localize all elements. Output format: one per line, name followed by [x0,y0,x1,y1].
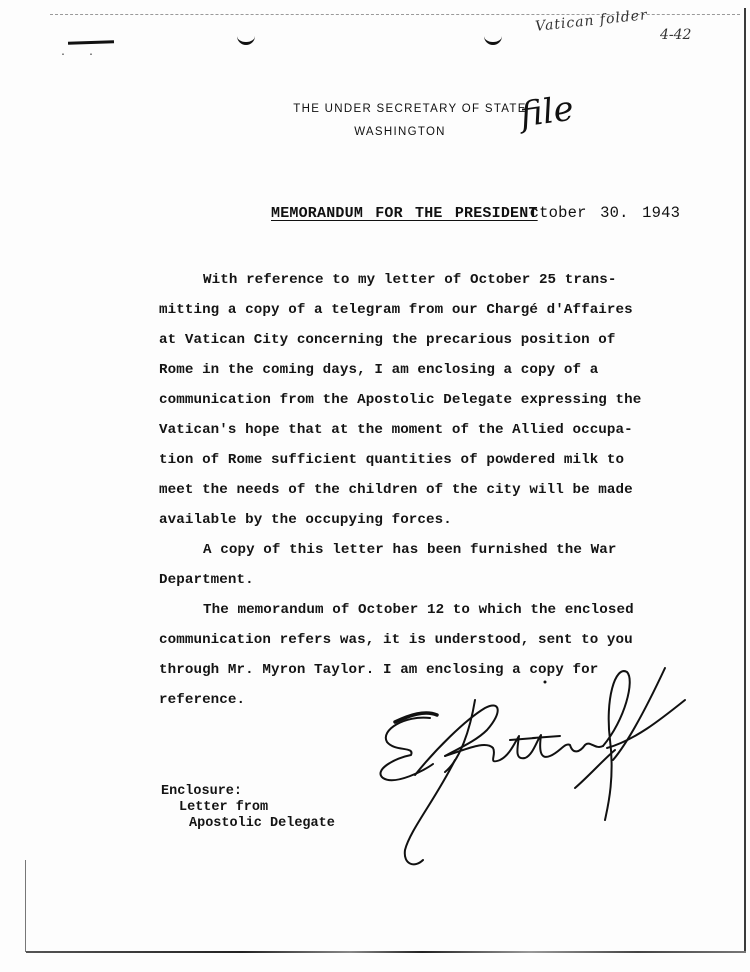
page-edge-bottom [26,951,746,953]
letterhead-city: WASHINGTON [354,126,446,138]
binder-hole-mark [484,34,502,45]
body-line: Vatican's hope that at the moment of the Allied occupa- [159,422,633,438]
body-line: meet the needs of the children of the city will be made [159,482,633,498]
body-line: tion of Rome sufficient quantities of powdered milk to [159,452,625,468]
letterhead [270,98,570,144]
body-line: through Mr. Myron Taylor. I am enclosing a copy for [159,662,599,678]
body-line: Rome in the coming days, I am enclosing a copy of a [159,362,599,378]
body-line: available by the occupying forces. [159,512,452,528]
body-line: communication from the Apostolic Delegate expressing the [159,392,642,408]
signature [375,660,715,870]
body-line: The memorandum of October 12 to which the enclosed [203,602,634,618]
enclosure-note [161,784,335,832]
enclosure-label: Enclosure: [161,784,243,799]
body-line: mitting a copy of a telegram from our Chargé d'Affaires [159,302,633,318]
binder-hole-mark [237,34,255,45]
body-line: With reference to my letter of October 25 trans- [203,272,617,288]
stray-marks: · · [60,50,103,61]
memo-body [159,265,679,715]
page-edge-left [25,860,26,952]
enclosure-line: Apostolic Delegate [189,816,335,831]
pen-mark [68,40,114,45]
handwritten-file-mark: file [517,88,577,136]
letterhead-office: THE UNDER SECRETARY OF STATE [293,103,527,115]
page-edge-right [744,8,746,953]
memo-heading [271,204,680,222]
body-line: Department. [159,572,254,588]
handwritten-folder-note: Vatican folder [534,7,649,35]
handwritten-folder-number: 4-42 [660,27,692,43]
memo-date: ctober 30. 1943 [529,204,681,222]
body-line: at Vatican City concerning the precarious position of [159,332,616,348]
body-line: A copy of this letter has been furnished the War [203,542,617,558]
body-line: reference. [159,692,246,708]
body-line: communication refers was, it is understood, sent to you [159,632,633,648]
enclosure-line: Letter from [179,800,269,815]
memo-title: MEMORANDUM FOR THE PRESIDENT [271,205,538,222]
